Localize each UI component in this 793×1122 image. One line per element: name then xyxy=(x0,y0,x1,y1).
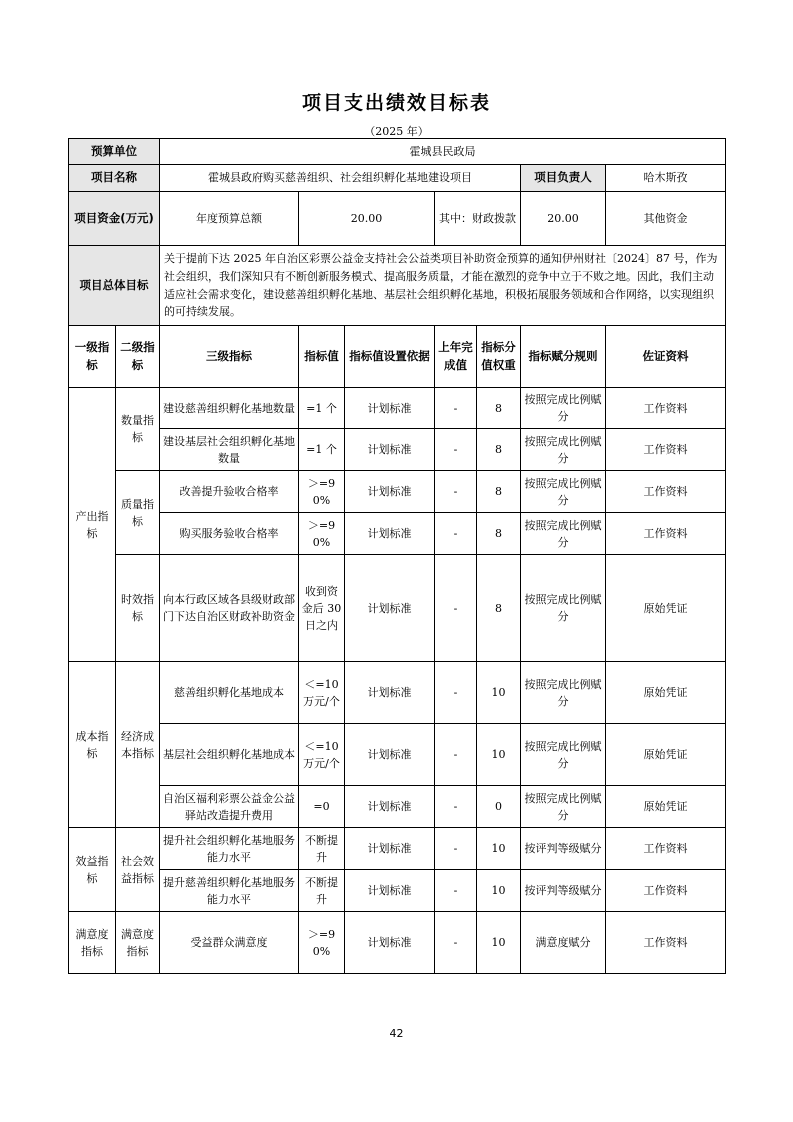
row-rule: 满意度赋分 xyxy=(521,912,606,974)
table-row xyxy=(69,513,726,555)
col-level3: 三级指标 xyxy=(160,326,299,388)
project-name-row xyxy=(69,165,726,192)
row-basis: 计划标准 xyxy=(345,828,435,870)
fiscal-value: 20.00 xyxy=(521,192,606,246)
row-weight: 8 xyxy=(477,429,521,471)
group-social-benefit: 社会效益指标 xyxy=(116,828,160,912)
table-row xyxy=(69,662,726,724)
row-weight: 10 xyxy=(477,662,521,724)
project-name-value: 霍城县政府购买慈善组织、社会组织孵化基地建设项目 xyxy=(160,165,521,192)
row-weight: 10 xyxy=(477,724,521,786)
row-name: 建设慈善组织孵化基地数量 xyxy=(160,388,299,429)
table-row xyxy=(69,471,726,513)
table-row xyxy=(69,724,726,786)
performance-table xyxy=(68,138,726,974)
row-weight: 10 xyxy=(477,828,521,870)
row-value: =1 个 xyxy=(299,388,345,429)
row-weight: 8 xyxy=(477,471,521,513)
col-level1: 一级指标 xyxy=(69,326,116,388)
row-last: - xyxy=(435,388,477,429)
group-satisfaction: 满意度指标 xyxy=(69,912,116,974)
row-name: 受益群众满意度 xyxy=(160,912,299,974)
row-rule: 按评判等级赋分 xyxy=(521,828,606,870)
row-basis: 计划标准 xyxy=(345,662,435,724)
group-benefit: 效益指标 xyxy=(69,828,116,912)
group-econ-cost: 经济成本指标 xyxy=(116,662,160,828)
row-weight: 8 xyxy=(477,388,521,429)
row-value: 收到资金后 30 日之内 xyxy=(299,555,345,662)
funds-label: 项目资金(万元) xyxy=(69,192,160,246)
row-basis: 计划标准 xyxy=(345,388,435,429)
row-last: - xyxy=(435,471,477,513)
row-evidence: 工作资料 xyxy=(606,513,726,555)
row-last: - xyxy=(435,912,477,974)
group-cost: 成本指标 xyxy=(69,662,116,828)
funds-row xyxy=(69,192,726,246)
row-basis: 计划标准 xyxy=(345,912,435,974)
row-rule: 按照完成比例赋分 xyxy=(521,429,606,471)
table-row xyxy=(69,555,726,662)
budget-unit-value: 霍城县民政局 xyxy=(160,139,726,165)
row-value: ＞=90% xyxy=(299,471,345,513)
row-evidence: 工作资料 xyxy=(606,471,726,513)
row-weight: 10 xyxy=(477,912,521,974)
group-output: 产出指标 xyxy=(69,388,116,662)
row-evidence: 原始凭证 xyxy=(606,662,726,724)
row-basis: 计划标准 xyxy=(345,429,435,471)
table-row xyxy=(69,786,726,828)
row-basis: 计划标准 xyxy=(345,555,435,662)
table-row xyxy=(69,828,726,870)
row-name: 提升社会组织孵化基地服务能力水平 xyxy=(160,828,299,870)
col-weight: 指标分值权重 xyxy=(477,326,521,388)
annual-total-value: 20.00 xyxy=(299,192,435,246)
row-weight: 8 xyxy=(477,555,521,662)
row-value: ＜=10 万元/个 xyxy=(299,724,345,786)
table-row xyxy=(69,388,726,429)
other-funds-label: 其他资金 xyxy=(606,192,726,246)
row-last: - xyxy=(435,513,477,555)
manager-label: 项目负责人 xyxy=(521,165,606,192)
row-rule: 按照完成比例赋分 xyxy=(521,786,606,828)
group-quality: 质量指标 xyxy=(116,471,160,555)
goal-text: 关于提前下达 2025 年自治区彩票公益金支持社会公益类项目补助资金预算的通知伊州财社〔2024〕87 号，作为社会组织，我们深知只有不断创新服务模式、提高服务质量，才能在激烈的竞争中立于不败之地。因此，我们主动适应社会需求变化，建设慈善组织孵化基地、基层社会组织孵化基地，积极拓展服务领域和合作网络，以实现组织的可持续发展。 xyxy=(160,246,726,326)
row-basis: 计划标准 xyxy=(345,513,435,555)
row-name: 提升慈善组织孵化基地服务能力水平 xyxy=(160,870,299,912)
group-quantity: 数量指标 xyxy=(116,388,160,471)
row-name: 自治区福利彩票公益金公益驿站改造提升费用 xyxy=(160,786,299,828)
col-rule: 指标赋分规则 xyxy=(521,326,606,388)
row-name: 改善提升验收合格率 xyxy=(160,471,299,513)
project-name-label: 项目名称 xyxy=(69,165,160,192)
row-value: ＜=10 万元/个 xyxy=(299,662,345,724)
year-label: （2025 年） xyxy=(364,125,429,138)
row-name: 购买服务验收合格率 xyxy=(160,513,299,555)
table-row xyxy=(69,429,726,471)
budget-unit-row xyxy=(69,139,726,165)
col-evidence: 佐证资料 xyxy=(606,326,726,388)
col-value: 指标值 xyxy=(299,326,345,388)
row-evidence: 原始凭证 xyxy=(606,786,726,828)
row-weight: 8 xyxy=(477,513,521,555)
row-rule: 按照完成比例赋分 xyxy=(521,513,606,555)
row-evidence: 工作资料 xyxy=(606,828,726,870)
group-timeliness: 时效指标 xyxy=(116,555,160,662)
row-weight: 0 xyxy=(477,786,521,828)
row-evidence: 原始凭证 xyxy=(606,724,726,786)
row-last: - xyxy=(435,429,477,471)
row-basis: 计划标准 xyxy=(345,471,435,513)
row-last: - xyxy=(435,828,477,870)
table-row xyxy=(69,912,726,974)
row-value: =1 个 xyxy=(299,429,345,471)
table-row xyxy=(69,870,726,912)
row-value: 不断提升 xyxy=(299,870,345,912)
row-evidence: 工作资料 xyxy=(606,388,726,429)
row-value: ＞=90% xyxy=(299,912,345,974)
row-rule: 按照完成比例赋分 xyxy=(521,555,606,662)
row-name: 慈善组织孵化基地成本 xyxy=(160,662,299,724)
manager-value: 哈木斯孜 xyxy=(606,165,726,192)
row-name: 建设基层社会组织孵化基地数量 xyxy=(160,429,299,471)
row-evidence: 工作资料 xyxy=(606,912,726,974)
budget-unit-label: 预算单位 xyxy=(69,139,160,165)
goal-label: 项目总体目标 xyxy=(69,246,160,326)
col-level2: 二级指标 xyxy=(116,326,160,388)
row-evidence: 工作资料 xyxy=(606,870,726,912)
row-last: - xyxy=(435,786,477,828)
row-last: - xyxy=(435,555,477,662)
row-basis: 计划标准 xyxy=(345,870,435,912)
row-evidence: 原始凭证 xyxy=(606,555,726,662)
row-last: - xyxy=(435,870,477,912)
row-last: - xyxy=(435,662,477,724)
row-value: =0 xyxy=(299,786,345,828)
page-title: 项目支出绩效目标表 xyxy=(301,92,491,114)
row-value: ＞=90% xyxy=(299,513,345,555)
row-evidence: 工作资料 xyxy=(606,429,726,471)
col-last-year: 上年完成值 xyxy=(435,326,477,388)
page-number: 42 xyxy=(389,1027,404,1040)
row-name: 基层社会组织孵化基地成本 xyxy=(160,724,299,786)
row-basis: 计划标准 xyxy=(345,786,435,828)
row-rule: 按照完成比例赋分 xyxy=(521,662,606,724)
row-name: 向本行政区域各县级财政部门下达自治区财政补助资金 xyxy=(160,555,299,662)
col-basis: 指标值设置依据 xyxy=(345,326,435,388)
row-rule: 按照完成比例赋分 xyxy=(521,388,606,429)
row-last: - xyxy=(435,724,477,786)
column-header-row xyxy=(69,326,726,388)
fiscal-label: 其中：财政拨款 xyxy=(435,192,521,246)
row-value: 不断提升 xyxy=(299,828,345,870)
row-basis: 计划标准 xyxy=(345,724,435,786)
row-weight: 10 xyxy=(477,870,521,912)
row-rule: 按评判等级赋分 xyxy=(521,870,606,912)
annual-total-label: 年度预算总额 xyxy=(160,192,299,246)
goal-row xyxy=(69,246,726,326)
row-rule: 按照完成比例赋分 xyxy=(521,471,606,513)
row-rule: 按照完成比例赋分 xyxy=(521,724,606,786)
group-satisfaction-2: 满意度指标 xyxy=(116,912,160,974)
